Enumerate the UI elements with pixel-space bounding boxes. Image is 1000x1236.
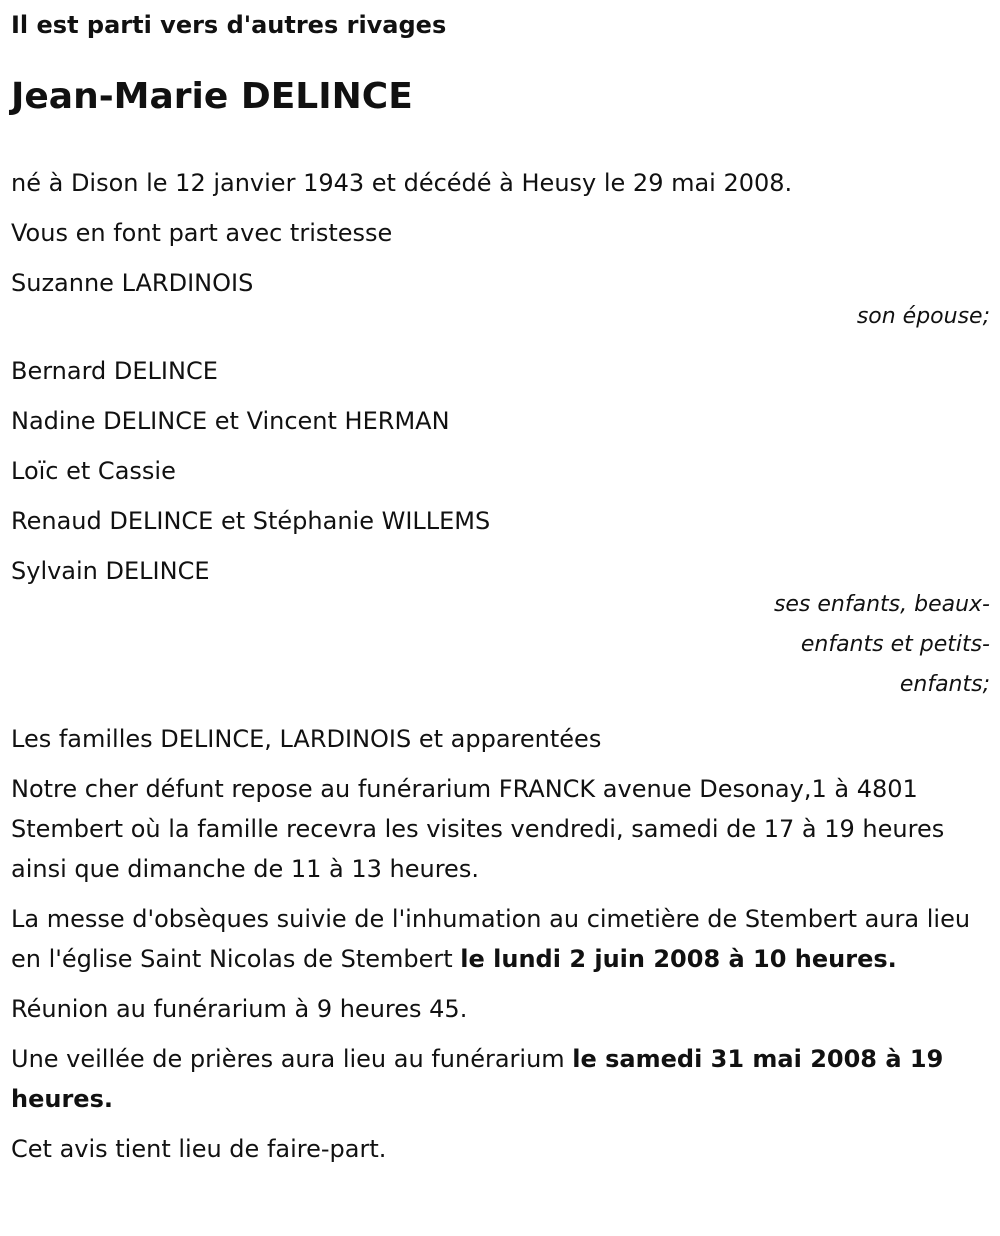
vigil-paragraph: [11, 1039, 990, 1119]
subtitle: Il est parti vers d'autres rivages: [11, 11, 447, 39]
spouse-role: son épouse;: [856, 304, 990, 329]
children-role: [745, 585, 990, 705]
child-line: Loïc et Cassie: [11, 457, 176, 485]
intro-line: Vous en font part avec tristesse: [11, 219, 393, 247]
closing-line: Cet avis tient lieu de faire-part.: [11, 1135, 387, 1163]
child-line: Nadine DELINCE et Vincent HERMAN: [11, 407, 450, 435]
vigil-text: Une veillée de prières aura lieu au funérarium: [11, 1045, 573, 1073]
child-line: Sylvain DELINCE: [11, 557, 210, 585]
children-role-line: ses enfants, beaux-: [773, 592, 990, 617]
mass-paragraph: [11, 899, 990, 979]
child-line: Bernard DELINCE: [11, 357, 218, 385]
mass-date: le lundi 2 juin 2008 à 10 heures.: [460, 945, 897, 973]
deceased-name: Jean-Marie DELINCE: [11, 76, 413, 117]
child-line: Renaud DELINCE et Stéphanie WILLEMS: [11, 507, 491, 535]
mass-text: La messe d'obsèques suivie de l'inhumation au cimetière de Stembert aura lieu en l'église Saint Nicolas de Stembert: [11, 905, 971, 973]
meeting-line: Réunion au funérarium à 9 heures 45.: [11, 995, 468, 1023]
families-line: Les familles DELINCE, LARDINOIS et apparentées: [11, 725, 602, 753]
birth-death-line: né à Dison le 12 janvier 1943 et décédé à Heusy le 29 mai 2008.: [11, 169, 793, 197]
funerarium-paragraph: Notre cher défunt repose au funérarium FRANCK avenue Desonay,1 à 4801 Stembert où la famille recevra les visites vendredi, samedi de 17 à 19 heures ainsi que dimanche de 11 à 13 heures.: [11, 775, 945, 883]
spouse-name: Suzanne LARDINOIS: [11, 269, 254, 297]
vigil-date: le samedi 31 mai 2008 à 19 heures.: [11, 1045, 944, 1113]
children-role-line: enfants et petits-: [800, 632, 990, 657]
children-role-line: enfants;: [899, 672, 990, 697]
obituary-page: [0, 9, 1000, 1236]
